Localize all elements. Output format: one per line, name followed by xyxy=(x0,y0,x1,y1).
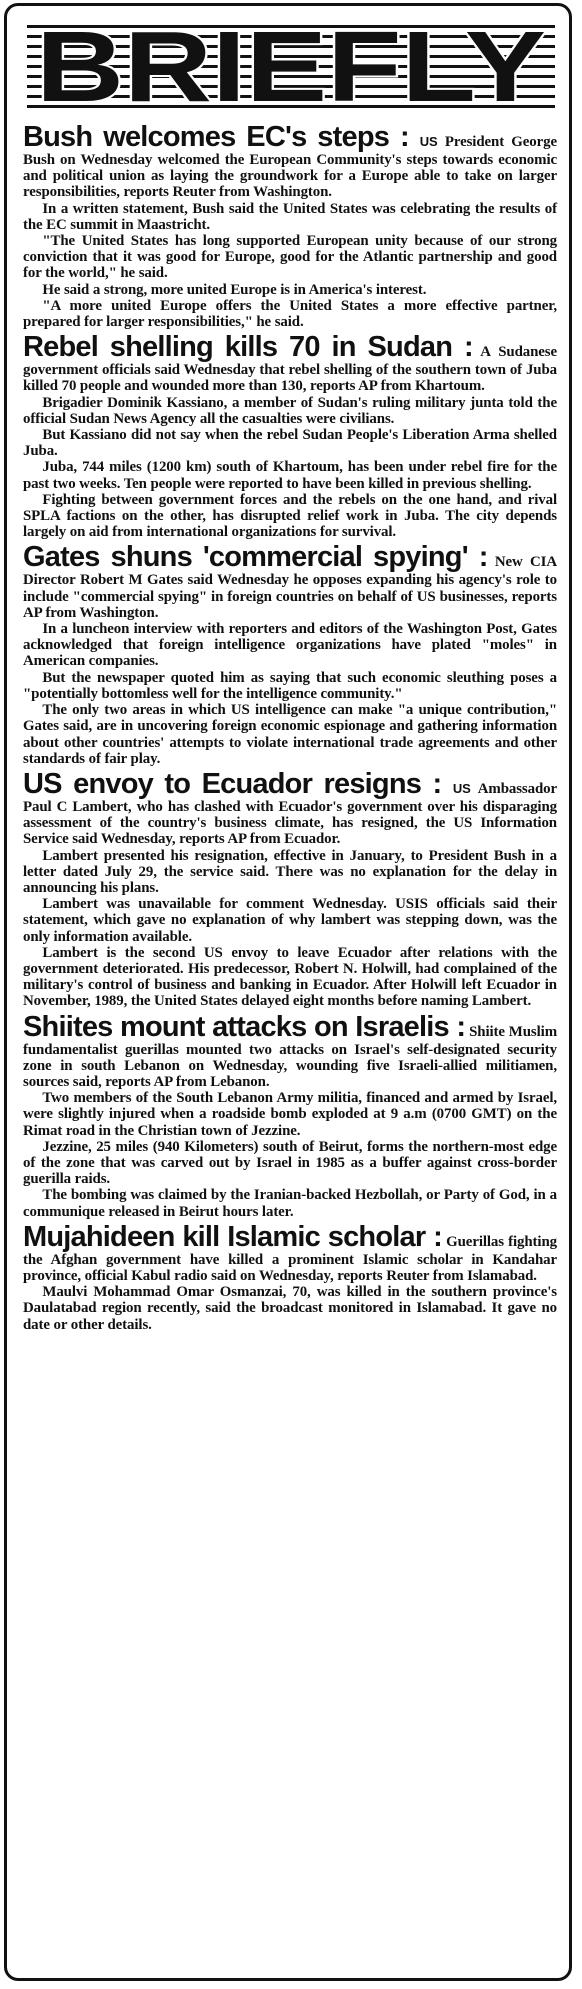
story-paragraph: Jezzine, 25 miles (940 Kilometers) south of Beirut, forms the northern-most edge of the zone that was carved out by Israel in 1985 as a buffer against cross-border guerilla raids. xyxy=(23,1138,557,1188)
story-paragraph: But the newspaper quoted him as saying that such economic sleuthing poses a "potentially bottomless well for the intelligence community." xyxy=(23,669,557,702)
story-paragraph: In a luncheon interview with reporters and editors of the Washington Post, Gates acknowledged that foreign intelligence organizations have plated "moles" in American companies. xyxy=(23,621,557,670)
masthead-title: BRIEFLY xyxy=(36,17,546,113)
briefly-column xyxy=(4,3,572,1981)
story-paragraph: President George Bush on Wednesday welcomed the European Community's steps towards economic and political union as laying the groundwork for a Europe able to take on larger responsibilities, reports Reuter from Washington. xyxy=(23,134,558,201)
story: US envoy to Ecuador resigns : US Ambassador Paul C Lambert, who has clashed with Ecuador's government over his disparaging assessment of the country's business climate, has resigned, the US Information Service said Wednesday, reports AP from Ecuador. Lambert presented his resignation, effective in January, to President Bush in a letter dated July 29, the service said. There was no explanation for the delay in announcing his plans. Lambert was unavailable for comment Wednesday. USIS officials said their statement, which gave no explanation of why lambert was stepping down, was the only information available. Lambert is the second US envoy to leave Ecuador after relations with the government deteriorated. His predecessor, Robert N. Holwill, had complained of the military's control of business and banking in Ecuador. After Holwill left Ecuador in November, 1989, the United States delayed eight months before naming Lambert. xyxy=(23,767,557,1010)
story-headline: Rebel shelling kills 70 in Sudan xyxy=(23,331,453,364)
story-headline: Gates shuns 'commercial spying' xyxy=(23,541,468,574)
story-paragraph: In a written statement, Bush said the United States was celebrating the results of the EC summit in Maastricht. xyxy=(23,200,557,233)
story-paragraph: Guerillas fighting the Afghan government have killed a prominent Islamic scholar in Kandahar province, official Kabul radio said on Wednesday, reports Reuter from Islamabad. xyxy=(23,1233,557,1284)
story-paragraph: The only two areas in which US intelligence can make "a unique contribution," Gates said, are in uncovering foreign economic espionage and gathering information about other countries' attempts to violate international trade agreements and other standards of fair play. xyxy=(23,702,557,767)
story-paragraph: Juba, 744 miles (1200 km) south of Khartoum, has been under rebel fire for the past two weeks. Ten people were reported to have been killed in previous shelling. xyxy=(23,459,557,492)
story: Shiites mount attacks on Israelis : Shiite Muslim fundamentalist guerillas mounted two attacks on Israel's self-designated security zone in south Lebanon on Wednesday, wounding five Israeli-allied militiamen, sources said, reports AP from Lebanon. Two members of the South Lebanon Army militia, financed and armed by Israel, were slightly injured when a roadside bomb exploded at 9 a.m (0700 GMT) on the Rimat road in the Christian town of Jezzine. Jezzine, 25 miles (940 Kilometers) south of Beirut, forms the northern-most edge of the zone that was carved out by Israel in 1985 as a buffer against cross-border guerilla raids. The bombing was claimed by the Iranian-backed Hezbollah, or Party of God, in a communique released in Beirut hours later. xyxy=(23,1010,557,1220)
story-paragraph: "The United States has long supported European unity because of our strong conviction that it was good for Europe, good for the Atlantic partnership and good for the world," he said. xyxy=(23,233,557,282)
masthead-logo xyxy=(27,17,555,113)
story-paragraph: Lambert was unavailable for comment Wednesday. USIS officials said their statement, which gave no explanation of why lambert was stepping down, was the only information available. xyxy=(23,896,557,945)
story-dateline: US xyxy=(419,134,438,149)
story-headline: US envoy to Ecuador resigns xyxy=(23,767,422,800)
story: Gates shuns 'commercial spying' : New CIA Director Robert M Gates said Wednesday he opposes expanding his agency's role to include "commercial spying" in foreign countries on behalf of US businesses, reports AP from Washington. In a luncheon interview with reporters and editors of the Washington Post, Gates acknowledged that foreign intelligence organizations have plated "moles" in American companies. But the newspaper quoted him as saying that such economic sleuthing poses a "potentially bottomless well for the intelligence community." The only two areas in which US intelligence can make "a unique contribution," Gates said, are in uncovering foreign economic espionage and gathering information about other countries' attempts to violate international trade agreements and other standards of fair play. xyxy=(23,541,557,767)
story-paragraph: Ambassador Paul C Lambert, who has clashed with Ecuador's government over his disparaging assessment of the country's business climate, has resigned, the US Information Service said Wednesday, reports AP from Ecuador. xyxy=(23,780,557,848)
story-headline: Mujahideen kill Islamic scholar xyxy=(23,1220,426,1253)
story-paragraph: Maulvi Mohammad Omar Osmanzai, 70, was killed in the southern province's Daulatabad region recently, said the broadcast monitored in Islamabad. It gave no date or other details. xyxy=(23,1284,557,1333)
story: Bush welcomes EC's steps : US President George Bush on Wednesday welcomed the European Community's steps towards economic and political union as laying the groundwork for a Europe able to take on larger responsibilities, reports Reuter from Washington. In a written statement, Bush said the United States was celebrating the results of the EC summit in Maastricht. "The United States has long supported European unity because of our strong conviction that it was good for Europe, good for the Atlantic partnership and good for the world," he said. He said a strong, more united Europe is in America's interest. "A more united Europe offers the United States a more effective partner, prepared for larger responsibilities," he said. xyxy=(23,121,558,331)
story-paragraph: Shiite Muslim fundamentalist guerillas mounted two attacks on Israel's self-designated security zone in south Lebanon on Wednesday, wounding five Israeli-allied militiamen, sources said, reports AP from Lebanon. xyxy=(23,1023,557,1090)
masthead xyxy=(25,16,557,114)
story: Rebel shelling kills 70 in Sudan : A Sudanese government officials said Wednesday that rebel shelling of the southern town of Juba killed 70 people and wounded more than 130, reports AP from Khartoum. Brigadier Dominik Kassiano, a member of Sudan's ruling military junta told the official Sudan News Agency all the casualties were civilians. But Kassiano did not say when the rebel Sudan People's Liberation Arma shelled Juba. Juba, 744 miles (1200 km) south of Khartoum, has been under rebel fire for the past two weeks. Ten people were reported to have been killed in previous shelling. Fighting between government forces and the rebels on the one hand, and rival SPLA factions on the other, has disrupted relief work in Juba. The city depends largely on aid from international organizations for survival. xyxy=(23,331,557,541)
story-paragraph: But Kassiano did not say when the rebel Sudan People's Liberation Arma shelled Juba. xyxy=(23,427,557,460)
story-paragraph: He said a strong, more united Europe is in America's interest. xyxy=(42,281,427,298)
story-headline: Shiites mount attacks on Israelis xyxy=(23,1010,449,1043)
story-paragraph: New CIA Director Robert M Gates said Wednesday he opposes expanding his agency's role to include "commercial spying" in foreign countries on behalf of US businesses, reports AP from Washington. xyxy=(23,554,557,621)
story-dateline: US xyxy=(452,780,471,796)
story-paragraph: Fighting between government forces and the rebels on the one hand, and rival SPLA factions on the other, has disrupted relief work in Juba. The city depends largely on aid from international organizations for survival. xyxy=(23,491,557,541)
story-paragraph: Two members of the South Lebanon Army militia, financed and armed by Israel, were slightly injured when a roadside bomb exploded at 9 a.m (0700 GMT) on the Rimat road in the Christian town of Jezzine. xyxy=(23,1090,557,1139)
story-paragraph: "A more united Europe offers the United States a more effective partner, prepared for larger responsibilities," he said. xyxy=(23,297,557,331)
story-paragraph: A Sudanese government officials said Wednesday that rebel shelling of the southern town of Juba killed 70 people and wounded more than 130, reports AP from Khartoum. xyxy=(23,344,557,395)
story: Mujahideen kill Islamic scholar : Guerillas fighting the Afghan government have killed a prominent Islamic scholar in Kandahar province, official Kabul radio said on Wednesday, reports Reuter from Islamabad. Maulvi Mohammad Omar Osmanzai, 70, was killed in the southern province's Daulatabad region recently, said the broadcast monitored in Islamabad. It gave no date or other details. xyxy=(23,1220,557,1333)
story-paragraph: Lambert presented his resignation, effective in January, to President Bush in a letter dated July 29, the service said. There was no explanation for the delay in announcing his plans. xyxy=(23,847,557,896)
story-paragraph: Brigadier Dominik Kassiano, a member of Sudan's ruling military junta told the official Sudan News Agency all the casualties were civilians. xyxy=(23,394,557,427)
story-headline: Bush welcomes EC's steps xyxy=(23,121,390,153)
stories-list xyxy=(23,122,557,1333)
story-paragraph: Lambert is the second US envoy to leave Ecuador after relations with the government deteriorated. His predecessor, Robert N. Holwill, had complained of the military's control of business and banking in Ecuador. After Holwill left Ecuador in November, 1989, the United States delayed eight months before naming Lambert. xyxy=(23,944,557,1010)
story-paragraph: The bombing was claimed by the Iranian-backed Hezbollah, or Party of God, in a communique released in Beirut hours later. xyxy=(23,1187,557,1220)
